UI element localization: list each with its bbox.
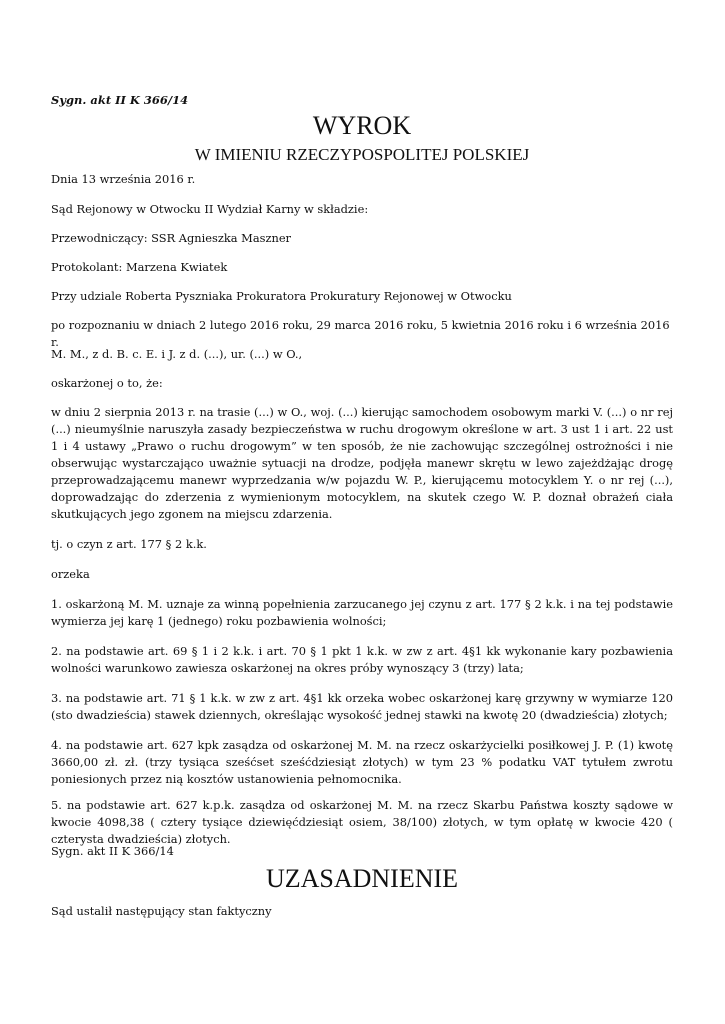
case-number: Sygn. akt II K 366/14 <box>51 93 189 107</box>
verdict-item: 1. oskarżoną M. M. uznaje za winną popełnienia zarzucanego jej czynu z art. 177 § 2 k.k. i na tej podstawie wymierza jej karę 1 (jednego) roku pozbawienia wolności; <box>51 597 673 628</box>
verdict-item: 4. na podstawie art. 627 kpk zasądza od oskarżonej M. M. na rzecz oskarżycielki posiłkowej J. P. (1) kwotę 3660,00 zł. zł. (trzy tysiąca sześćset sześćdziesiąt złotych) w tym 23 % podatku VAT tytułem zwrotu poniesionych przez nią kosztów ustanowienia pełnomocnika. <box>51 738 673 786</box>
chair-line: Przewodniczący: SSR Agnieszka Maszner <box>51 231 291 245</box>
document-title: WYROK <box>312 111 412 140</box>
verdict-item: 3. na podstawie art. 71 § 1 k.k. w zw z art. 4§1 kk orzeka wobec oskarżonej karę grzywny w wymiarze 120 (sto dwadzieścia) stawek dziennych, określając wysokość jednej stawki na kwotę 20 (dwadzieścia) złotych; <box>51 691 673 722</box>
verdict-item: 2. na podstawie art. 69 § 1 i 2 k.k. i art. 70 § 1 pkt 1 k.k. w zw z art. 4§1 kk wykonanie kary pozbawienia wolności warunkowo zawiesza oskarżonej na okres próby wynoszący 3 (trzy) lata; <box>51 644 673 675</box>
charge-article: tj. o czyn z art. 177 § 2 k.k. <box>51 537 207 551</box>
justification-case-number: Sygn. akt II K 366/14 <box>51 844 174 858</box>
verdict-item: 5. na podstawie art. 627 k.p.k. zasądza od oskarżonej M. M. na rzecz Skarbu Państwa koszty sądowe w kwocie 4098,38 ( cztery tysiące dziewięćdziesiąt osiem, 38/100) złotych, w tym opłatę w kwocie 420 ( czterysta dwadzieścia) złotych. <box>51 798 673 846</box>
charge-paragraph: w dniu 2 sierpnia 2013 r. na trasie (...) w O., woj. (...) kierując samochodem osobowym marki V. (...) o nr rej (...) nieumyślnie naruszyła zasady bezpieczeństwa w ruchu drogowym określone w art. 3 ust 1 i art. 22 ust 1 i 4 ustawy „Prawo o ruchu drogowym” w ten sposób, że nie zachowując szczególnej ostrożności i nie obserwując wystarczająco uważnie sytuacji na drodze, podjęła manewr skrętu w lewo zajeżdżając drogę przeprowadzającemu manewr wyprzedzania w/w pojazdu W. P., kierującemu motocyklem Y. o nr rej (...), doprowadzając do zderzenia z wymienionym motocyklem, na skutek czego W. P. doznał obrażeń ciała skutkujących jego zgonem na miejscu zdarzenia. <box>51 405 673 521</box>
justification-title: UZASADNIENIE <box>265 864 459 893</box>
prosecutor-line: Przy udziale Roberta Pyszniaka Prokuratora Prokuratury Rejonowej w Otwocku <box>51 289 512 303</box>
court-line: Sąd Rejonowy w Otwocku II Wydział Karny w składzie: <box>51 202 369 216</box>
document-subtitle: W IMIENIU RZECZYPOSPOLITEJ POLSKIEJ <box>194 145 530 164</box>
hearings-line: po rozpoznaniu w dniach 2 lutego 2016 roku, 29 marca 2016 roku, 5 kwietnia 2016 roku i 6 września 2016 r. <box>51 318 670 349</box>
verdict-heading: orzeka <box>51 567 90 581</box>
justification-first-line: Sąd ustalił następujący stan faktyczny <box>51 904 272 918</box>
clerk-line: Protokolant: Marzena Kwiatek <box>51 260 228 274</box>
accused-line: oskarżonej o to, że: <box>51 376 163 390</box>
defendant-line: M. M., z d. B. c. E. i J. z d. (...), ur. (...) w O., <box>51 347 303 361</box>
date-line: Dnia 13 września 2016 r. <box>51 172 196 186</box>
